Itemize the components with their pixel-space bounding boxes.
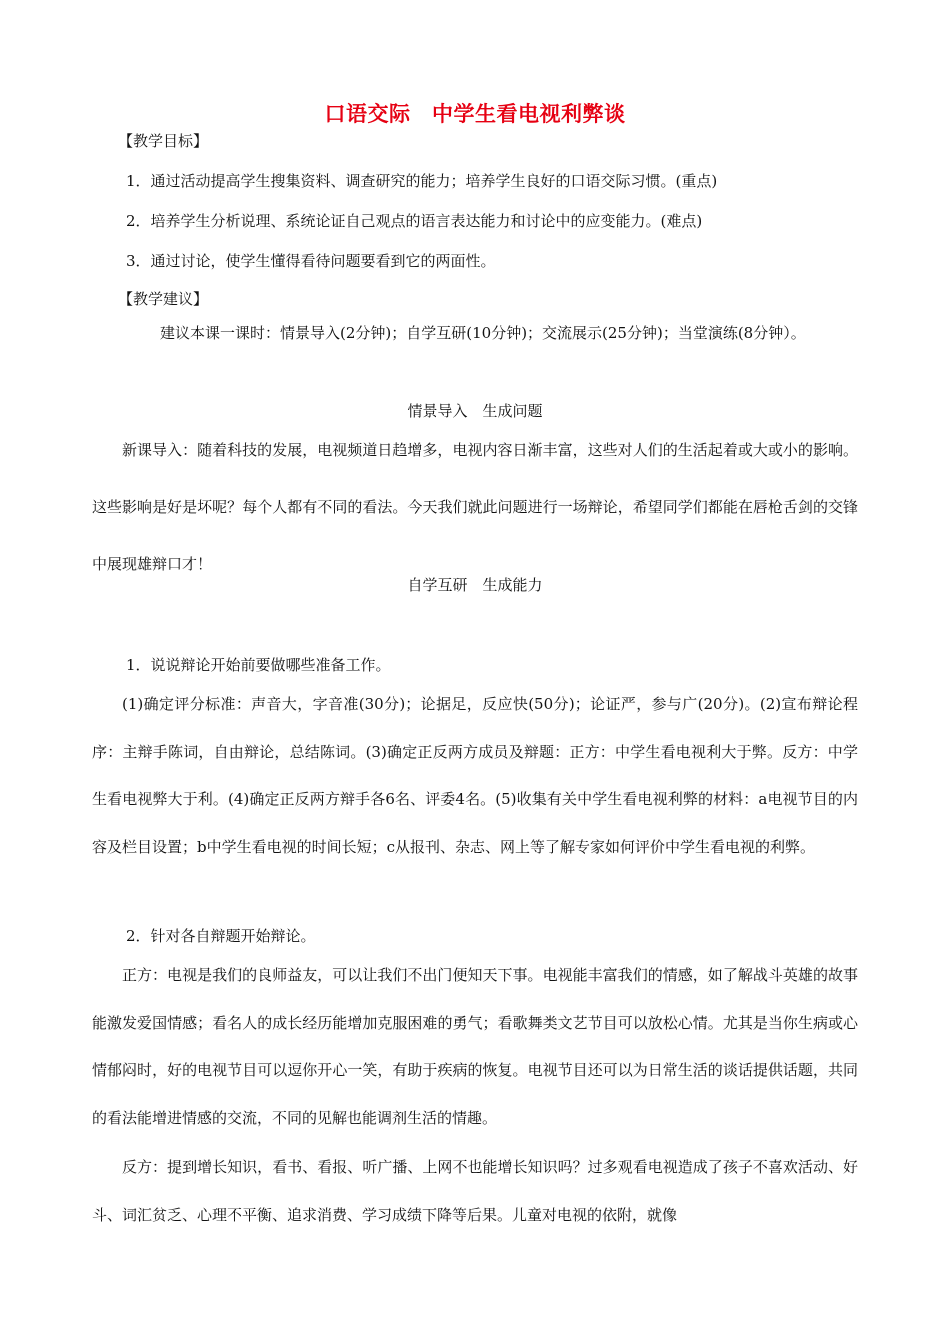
new-lesson-intro-paragraph: 新课导入：随着科技的发展，电视频道日趋增多，电视内容日渐丰富，这些对人们的生活起着或大或小的影响。这些影响是好是坏呢？每个人都有不同的看法。今天我们就此问题进行一场辩论，希望同学们都能在唇枪舌剑的交锋中展现雄辩口才！: [92, 441, 858, 573]
question-2: 2．针对各自辩题开始辩论。: [126, 927, 316, 945]
teaching-suggestion-text: 建议本课一课时：情景导入(2分钟)；自学互研(10分钟)；交流展示(25分钟)；当堂演练(8分钟）。: [160, 324, 806, 342]
pro-side-paragraph: 正方：电视是我们的良师益友，可以让我们不出门便知天下事。电视能丰富我们的情感，如了解战斗英雄的故事能激发爱国情感；看名人的成长经历能增加克服困难的勇气；看歌舞类文艺节目可以放松心情。尤其是当你生病或心情郁闷时，好的电视节目可以逗你开心一笑，有助于疾病的恢复。电视节目还可以为日常生活的谈话提供话题，共同的看法能增进情感的交流，不同的见解也能调剂生活的情趣。: [92, 966, 858, 1127]
page-title: 口语交际 中学生看电视利弊谈: [324, 101, 626, 126]
teaching-goals-heading: 【教学目标】: [118, 132, 209, 150]
con-side-paragraph: 反方：提到增长知识，看书、看报、听广播、上网不也能增长知识吗？过多观看电视造成了孩子不喜欢活动、好斗、词汇贫乏、心理不平衡、追求消费、学习成绩下降等后果。儿童对电视的依附，就像: [92, 1158, 858, 1224]
answer-1-paragraph: (1)确定评分标准：声音大，字音准(30分)；论据足，反应快(50分)；论证严，参与广(20分)。(2)宣布辩论程序：主辩手陈词，自由辩论，总结陈词。(3)确定正反两方成员及辩题：正方：中学生看电视利大于弊。反方：中学生看电视弊大于利。(4)确定正反两方辩手各6名、评委4名。(5)收集有关中学生看电视利弊的材料：a电视节目的内容及栏目设置；b中学生看电视的时间长短；c从报刊、杂志、网上等了解专家如何评价中学生看电视的利弊。: [92, 695, 858, 856]
goal-item-2: 2．培养学生分析说理、系统论证自己观点的语言表达能力和讨论中的应变能力。(难点): [126, 212, 703, 230]
question-1: 1．说说辩论开始前要做哪些准备工作。: [126, 656, 391, 674]
goal-item-3: 3．通过讨论，使学生懂得看待问题要看到它的两面性。: [126, 252, 496, 270]
goal-item-1: 1．通过活动提高学生搜集资料、调查研究的能力；培养学生良好的口语交际习惯。(重点): [126, 172, 718, 190]
section-heading-scene-intro: 情景导入 生成问题: [407, 402, 543, 420]
section-heading-self-study: 自学互研 生成能力: [407, 576, 543, 594]
teaching-suggestion-heading: 【教学建议】: [118, 290, 209, 308]
